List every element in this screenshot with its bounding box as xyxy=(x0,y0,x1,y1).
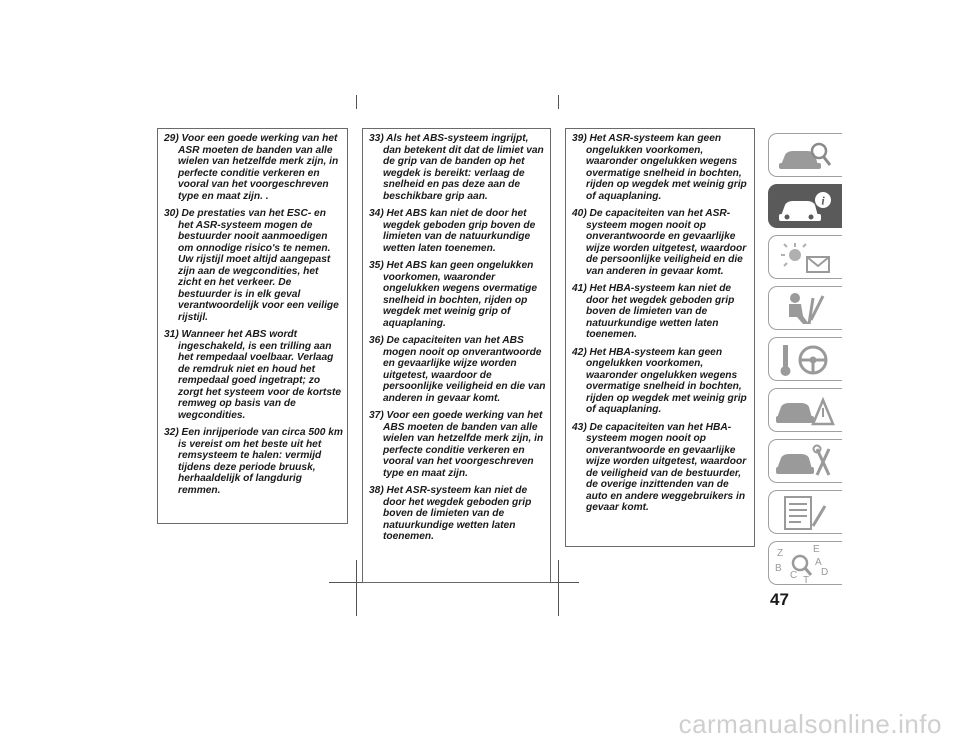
key-steering-wheel-icon xyxy=(773,341,837,379)
note-31: 31) Wanneer het ABS wordt ingeschakeld, is een trilling aan het rempedaal voelbaar. Verlaag de remdruk niet en houd het rempedaal goed ingetrapt; zo zorgt het systeem voor de kortste remweg op basis van de wegcondities. xyxy=(164,329,342,421)
index-letter: Z xyxy=(777,548,784,559)
crop-mark xyxy=(558,560,559,616)
page-number: 47 xyxy=(770,590,789,609)
text-column-1 xyxy=(157,128,348,524)
note-41: 41) Het HBA-systeem kan niet de door het wegdek geboden grip boven de limieten van de natuurkundige wetten laten toenemen. xyxy=(572,283,735,340)
text-column-3 xyxy=(565,128,755,547)
note-37: 37) Voor een goede werking van het ABS moeten de banden van alle wielen van hetzelfde merk zijn, in perfecte conditie verkeren en vooral van het voorgeschreven type en maat zijn. xyxy=(369,410,544,479)
car-info-icon xyxy=(773,188,837,226)
crop-mark xyxy=(356,560,357,616)
tab-car-search[interactable] xyxy=(768,133,842,177)
watermark: carmanualsonline.info xyxy=(678,709,942,739)
car-warning-triangle-icon xyxy=(773,392,837,430)
index-letter: A xyxy=(815,557,822,568)
svg-text:i: i xyxy=(821,193,825,208)
index-letter: D xyxy=(821,567,829,578)
light-envelope-icon xyxy=(773,239,837,277)
index-letter: C xyxy=(790,570,798,581)
tab-seat-airbag[interactable] xyxy=(768,286,842,330)
note-30: 30) De prestaties van het ESC- en het ASR-systeem mogen de bestuurder nooit aanmoedigen om onnodige risico's te nemen. Uw rijstijl moet altijd aangepast zijn aan de wegcondities, het zicht en het verkeer. De bestuurder is in elk geval verantwoordelijk voor een veilige rijstijl. xyxy=(164,208,339,323)
note-38: 38) Het ASR-systeem kan niet de door het wegdek geboden grip boven de limieten van de natuurkundige wetten laten toenemen. xyxy=(369,485,532,542)
crop-mark xyxy=(558,95,559,109)
tab-car-tools[interactable] xyxy=(768,439,842,483)
tab-alphabet-index[interactable] xyxy=(768,541,842,585)
index-letter: B xyxy=(775,563,782,574)
tab-key-steering-wheel[interactable] xyxy=(768,337,842,381)
seat-airbag-icon xyxy=(773,290,837,328)
note-32: 32) Een inrijperiode van circa 500 km is vereist om het beste uit het remsysteem te halen: vermijd tijdens deze periode bruusk, herhaaldelijk of langdurig remmen. xyxy=(164,427,343,496)
index-letter: T xyxy=(803,575,810,583)
alphabet-index-icon xyxy=(773,545,837,583)
tab-light-envelope[interactable] xyxy=(768,235,842,279)
tab-car-info[interactable] xyxy=(768,184,842,228)
note-42: 42) Het HBA-systeem kan geen ongelukken voorkomen, waaronder ongelukken wegens overmatige snelheid in bochten, rijden op wegdek met weinig grip of aquaplaning. xyxy=(572,346,747,415)
note-34: 34) Het ABS kan niet de door het wegdek geboden grip boven de limieten van de natuurkundige wetten laten toenemen. xyxy=(369,208,536,254)
text-column-2 xyxy=(362,128,551,583)
note-33: 33) Als het ABS-systeem ingrijpt, dan betekent dit dat de limiet van de grip van de banden op het wegdek is bereikt: verlaag de snelheid en pas deze aan de beschikbare grip aan. xyxy=(369,133,544,202)
index-letter: E xyxy=(813,545,820,555)
note-35: 35) Het ABS kan geen ongelukken voorkomen, waaronder ongelukken wegens overmatige snelheid in bochten, rijden op wegdek met weinig grip of aquaplaning. xyxy=(369,260,537,329)
note-39: 39) Het ASR-systeem kan geen ongelukken voorkomen, waaronder ongelukken wegens overmatige snelheid in bochten, rijden op wegdek met weinig grip of aquaplaning. xyxy=(572,133,747,202)
tab-car-warning-triangle[interactable] xyxy=(768,388,842,432)
note-40: 40) De capaciteiten van het ASR-systeem mogen nooit op onverantwoorde en gevaarlijke wijze worden uitgetest, waardoor de persoonlijke veiligheid en die van anderen in gevaar komt. xyxy=(572,208,747,277)
document-list-icon xyxy=(773,494,837,532)
note-36: 36) De capaciteiten van het ABS mogen nooit op onverantwoorde en gevaarlijke wijze worden uitgetest, waardoor de persoonlijke veiligheid en die van anderen in gevaar komt. xyxy=(369,335,546,404)
tab-document-list[interactable] xyxy=(768,490,842,534)
note-29: 29) Voor een goede werking van het ASR moeten de banden van alle wielen van hetzelfde merk zijn, in perfecte conditie verkeren en vooral van het voorgeschreven type en maat zijn. . xyxy=(164,133,339,202)
car-tools-icon xyxy=(773,443,837,481)
note-43: 43) De capaciteiten van het HBA-systeem mogen nooit op onverantwoorde en gevaarlijke wijze worden uitgetest, waardoor de veiligheid van de bestuurder, de overige inzittenden van de auto en andere weggebruikers in gevaar komt. xyxy=(572,421,747,513)
car-search-icon xyxy=(773,137,837,175)
crop-mark xyxy=(356,95,357,109)
